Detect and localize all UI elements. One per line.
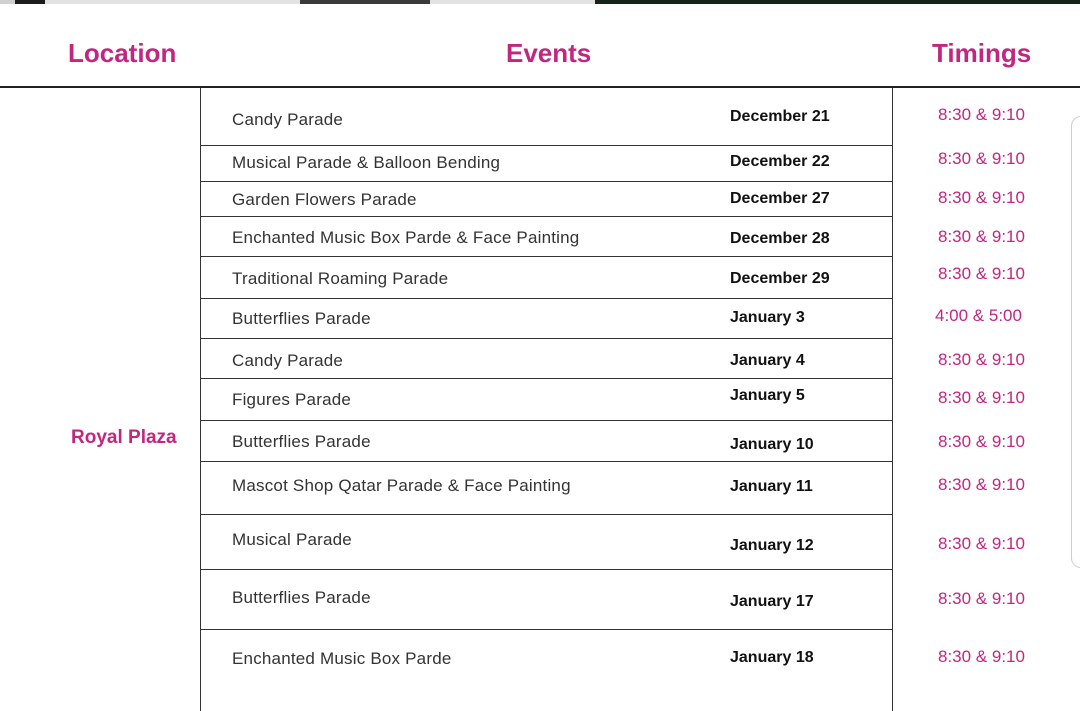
event-timing: 8:30 & 9:10 [938,105,1025,124]
event-timing: 8:30 & 9:10 [938,647,1025,666]
event-date: January 4 [730,352,805,369]
event-date: December 29 [730,270,830,287]
row-divider [200,181,893,182]
header-divider [0,86,1080,88]
event-date: December 21 [730,108,830,125]
event-timing: 8:30 & 9:10 [938,264,1025,283]
header-location: Location [68,38,177,68]
event-timing: 8:30 & 9:10 [938,188,1025,207]
row-divider [200,629,893,630]
row-divider [200,514,893,515]
event-name: Butterflies Parade [232,432,371,451]
event-name: Candy Parade [232,110,344,129]
row-divider [200,420,893,421]
header-events: Events [506,38,592,68]
event-name: Butterflies Parade [232,588,371,607]
row-divider [200,338,893,339]
row-divider [200,569,893,570]
row-divider [200,298,893,299]
event-name: Enchanted Music Box Parde & Face Painting [232,228,580,247]
top-image-strip [0,0,1080,4]
event-date: January 5 [730,387,805,404]
event-name: Musical Parade [232,530,352,549]
scrollbar[interactable] [1071,116,1080,568]
event-timing: 8:30 & 9:10 [938,350,1025,369]
event-name: Musical Parade & Balloon Bending [232,153,501,172]
event-timing: 8:30 & 9:10 [938,475,1025,494]
event-name: Traditional Roaming Parade [232,269,449,288]
event-name: Figures Parade [232,390,352,409]
row-divider [200,461,893,462]
event-name: Garden Flowers Parade [232,190,417,209]
location-royal-plaza: Royal Plaza [71,427,177,448]
event-name: Enchanted Music Box Parde [232,649,452,668]
event-timing: 8:30 & 9:10 [938,534,1025,553]
event-timing: 8:30 & 9:10 [938,589,1025,608]
event-date: January 18 [730,649,814,666]
row-divider [200,216,893,217]
event-date: December 27 [730,190,830,207]
event-name: Butterflies Parade [232,309,371,328]
row-divider [200,145,893,146]
event-date: January 11 [730,478,813,495]
event-timing: 8:30 & 9:10 [938,149,1025,168]
row-divider [200,378,893,379]
event-date: December 22 [730,153,830,170]
event-name: Mascot Shop Qatar Parade & Face Painting [232,476,571,495]
event-date: January 12 [730,537,814,554]
event-name: Candy Parade [232,351,344,370]
row-divider [200,256,893,257]
event-date: January 17 [730,593,814,610]
event-timing: 8:30 & 9:10 [938,227,1025,246]
event-timing: 8:30 & 9:10 [938,388,1025,407]
event-date: January 10 [730,436,814,453]
header-timings: Timings [932,38,1032,68]
event-timing: 8:30 & 9:10 [938,432,1025,451]
event-date: January 3 [730,309,805,326]
event-date: December 28 [730,230,830,247]
event-timing: 4:00 & 5:00 [935,306,1022,325]
